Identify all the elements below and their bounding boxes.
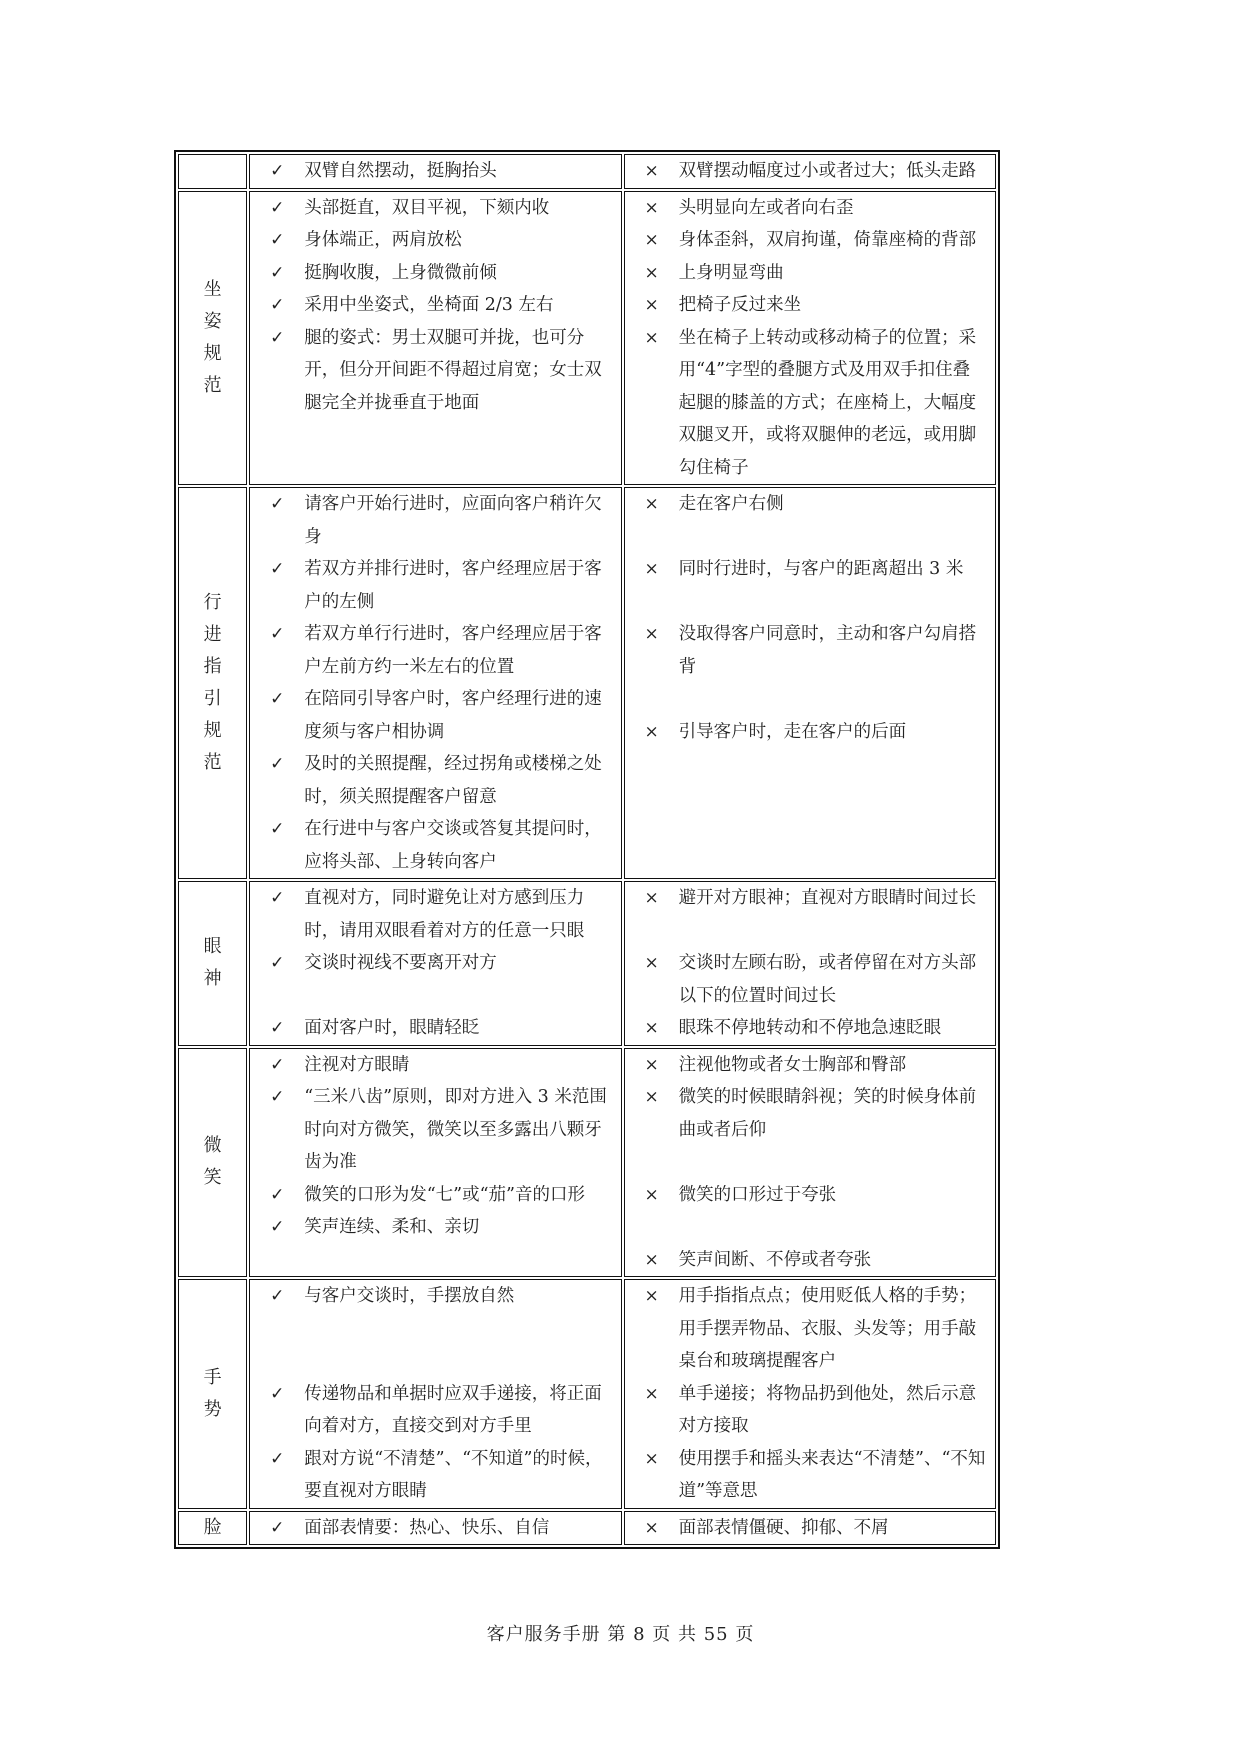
category-cell-empty <box>178 154 247 189</box>
check-icon: ✓ <box>270 295 285 315</box>
cross-icon: × <box>644 230 659 250</box>
list-item: × 同时行进时，与客户的距离超出 3 米 <box>625 553 995 586</box>
list-item: ✓ 面对客户时，眼睛轻眨 <box>250 1012 620 1045</box>
check-icon: ✓ <box>270 1184 285 1205</box>
etiquette-table <box>174 150 1000 1549</box>
dont-column <box>624 487 996 879</box>
do-column <box>249 1048 621 1278</box>
check-icon: ✓ <box>270 689 285 709</box>
check-icon: ✓ <box>270 1517 285 1538</box>
table-row <box>178 881 996 1046</box>
cross-icon: × <box>644 161 659 181</box>
list-item: × 交谈时左顾右盼，或者停留在对方头部以下的位置时间过长 <box>625 947 995 1012</box>
list-item: × 没取得客户同意时，主动和客户勾肩搭背 <box>625 618 995 683</box>
list-item: ✓ 在陪同引导客户时，客户经理行进的速度须与客户相协调 <box>250 683 620 748</box>
dont-column <box>624 154 996 189</box>
do-column <box>249 881 621 1046</box>
check-icon: ✓ <box>270 197 285 218</box>
list-item: × 微笑的口形过于夸张 <box>625 1179 995 1212</box>
list-item: × 坐在椅子上转动或移动椅子的位置；采用“4”字型的叠腿方式及用双手扣住叠起腿的膝盖的方式；在座椅上，大幅度双腿叉开，或将双腿伸的老远，或用脚勾住椅子 <box>625 322 995 485</box>
do-column <box>249 1279 621 1509</box>
table-row <box>178 191 996 486</box>
list-item: × 避开对方眼神；直视对方眼睛时间过长 <box>625 882 995 915</box>
dont-column <box>624 1279 996 1509</box>
list-item: × 使用摆手和摇头来表达“不清楚”、“不知道”等意思 <box>625 1443 995 1508</box>
list-item: × 注视他物或者女士胸部和臀部 <box>625 1049 995 1082</box>
cross-icon: × <box>644 295 659 315</box>
check-icon: ✓ <box>270 327 285 348</box>
category-label-sit: 坐 姿 规 范 <box>178 191 247 486</box>
check-icon: ✓ <box>270 1217 285 1237</box>
cross-icon: × <box>644 1087 659 1107</box>
list-item: ✓ “三米八齿”原则，即对方进入 3 米范围时向对方微笑，微笑以至多露出八颗牙齿为准 <box>250 1081 620 1179</box>
list-item: ✓ 头部挺直，双目平视，下颏内收 <box>250 192 620 225</box>
list-item: ✓ 挺胸收腹，上身微微前倾 <box>250 257 620 290</box>
check-icon: ✓ <box>270 230 285 250</box>
list-item: × 上身明显弯曲 <box>625 257 995 290</box>
cross-icon: × <box>644 1448 659 1469</box>
list-item: × 身体歪斜，双肩拘谨，倚靠座椅的背部 <box>625 224 995 257</box>
list-item: ✓ 注视对方眼睛 <box>250 1049 620 1082</box>
list-item: ✓ 面部表情要：热心、快乐、自信 <box>250 1512 620 1545</box>
cross-icon: × <box>644 1249 659 1270</box>
do-column <box>249 1511 621 1546</box>
table-row <box>178 1048 996 1278</box>
dont-column <box>624 1511 996 1546</box>
check-icon: ✓ <box>270 494 285 514</box>
list-item: ✓ 若双方并排行进时，客户经理应居于客户的左侧 <box>250 553 620 618</box>
dont-column <box>624 881 996 1046</box>
cross-icon: × <box>644 888 659 908</box>
check-icon: ✓ <box>270 754 285 774</box>
check-icon: ✓ <box>270 262 285 283</box>
do-column <box>249 191 621 486</box>
list-item: ✓ 笑声连续、柔和、亲切 <box>250 1211 620 1244</box>
list-item: × 把椅子反过来坐 <box>625 289 995 322</box>
check-icon: ✓ <box>270 1448 285 1469</box>
cross-icon: × <box>644 1383 659 1404</box>
list-item: × 走在客户右侧 <box>625 488 995 521</box>
page-footer: 客户服务手册 第 8 页 共 55 页 <box>486 1624 755 1645</box>
cross-icon: × <box>644 1184 659 1205</box>
do-column <box>249 487 621 879</box>
list-item: × 引导客户时，走在客户的后面 <box>625 716 995 749</box>
list-item: × 微笑的时候眼睛斜视；笑的时候身体前曲或者后仰 <box>625 1081 995 1146</box>
cross-icon: × <box>644 1054 659 1075</box>
cross-icon: × <box>644 559 659 579</box>
list-item: ✓ 若双方单行行进时，客户经理应居于客户左前方约一米左右的位置 <box>250 618 620 683</box>
check-icon: ✓ <box>270 1087 285 1107</box>
list-item: ✓ 直视对方，同时避免让对方感到压力时，请用双眼看着对方的任意一只眼 <box>250 882 620 947</box>
cross-icon: × <box>644 1517 659 1538</box>
list-item: × 笑声间断、不停或者夸张 <box>625 1244 995 1277</box>
check-icon: ✓ <box>270 1286 285 1306</box>
list-item: ✓ 传递物品和单据时应双手递接，将正面向着对方，直接交到对方手里 <box>250 1378 620 1443</box>
cross-icon: × <box>644 197 659 218</box>
list-item: ✓ 交谈时视线不要离开对方 <box>250 947 620 980</box>
check-icon: ✓ <box>270 1383 285 1404</box>
table-row <box>178 154 996 189</box>
list-item: ✓ 跟对方说“不清楚”、“不知道”的时候，要直视对方眼睛 <box>250 1443 620 1508</box>
cross-icon: × <box>644 262 659 283</box>
list-item: ✓ 微笑的口形为发“七”或“茄”音的口形 <box>250 1179 620 1212</box>
check-icon: ✓ <box>270 1054 285 1075</box>
list-item: ✓ 及时的关照提醒，经过拐角或楼梯之处时，须关照提醒客户留意 <box>250 748 620 813</box>
cross-icon: × <box>644 494 659 514</box>
cross-icon: × <box>644 721 659 742</box>
list-item: × 单手递接；将物品扔到他处，然后示意对方接取 <box>625 1378 995 1443</box>
list-item: ✓ 身体端正，两肩放松 <box>250 224 620 257</box>
list-item: ✓ 腿的姿式：男士双腿可并拢，也可分开，但分开间距不得超过肩宽；女士双腿完全并拢垂直于地面 <box>250 322 620 420</box>
list-item: × 眼珠不停地转动和不停地急速眨眼 <box>625 1012 995 1045</box>
check-icon: ✓ <box>270 888 285 908</box>
category-label-guide: 行 进 指 引 规 范 <box>178 487 247 879</box>
check-icon: ✓ <box>270 161 285 181</box>
table-row <box>178 1511 996 1546</box>
cross-icon: × <box>644 624 659 644</box>
category-label-smile: 微 笑 <box>178 1048 247 1278</box>
do-column <box>249 154 621 189</box>
dont-column <box>624 1048 996 1278</box>
cross-icon: × <box>644 1018 659 1038</box>
list-item: ✓ 请客户开始行进时，应面向客户稍许欠身 <box>250 488 620 553</box>
list-item: ✓ 采用中坐姿式，坐椅面 2/3 左右 <box>250 289 620 322</box>
list-item: ✓ 在行进中与客户交谈或答复其提问时，应将头部、上身转向客户 <box>250 813 620 878</box>
list-item: ✓ 双臂自然摆动，挺胸抬头 <box>250 155 620 188</box>
check-icon: ✓ <box>270 624 285 644</box>
category-label-eyes: 眼 神 <box>178 881 247 1046</box>
check-icon: ✓ <box>270 559 285 579</box>
list-item: × 用手指指点点；使用贬低人格的手势；用手摆弄物品、衣服、头发等；用手敲桌台和玻璃提醒客户 <box>625 1280 995 1378</box>
table-row <box>178 1279 996 1509</box>
check-icon: ✓ <box>270 953 285 973</box>
list-item: ✓ 与客户交谈时，手摆放自然 <box>250 1280 620 1313</box>
cross-icon: × <box>644 1286 659 1306</box>
cross-icon: × <box>644 953 659 973</box>
check-icon: ✓ <box>270 1018 285 1038</box>
category-label-gesture: 手 势 <box>178 1279 247 1509</box>
cross-icon: × <box>644 327 659 348</box>
check-icon: ✓ <box>270 819 285 839</box>
list-item: × 头明显向左或者向右歪 <box>625 192 995 225</box>
table-row <box>178 487 996 879</box>
dont-column <box>624 191 996 486</box>
list-item: × 面部表情僵硬、抑郁、不屑 <box>625 1512 995 1545</box>
category-label-face: 脸 <box>178 1511 247 1546</box>
list-item: × 双臂摆动幅度过小或者过大；低头走路 <box>625 155 995 188</box>
